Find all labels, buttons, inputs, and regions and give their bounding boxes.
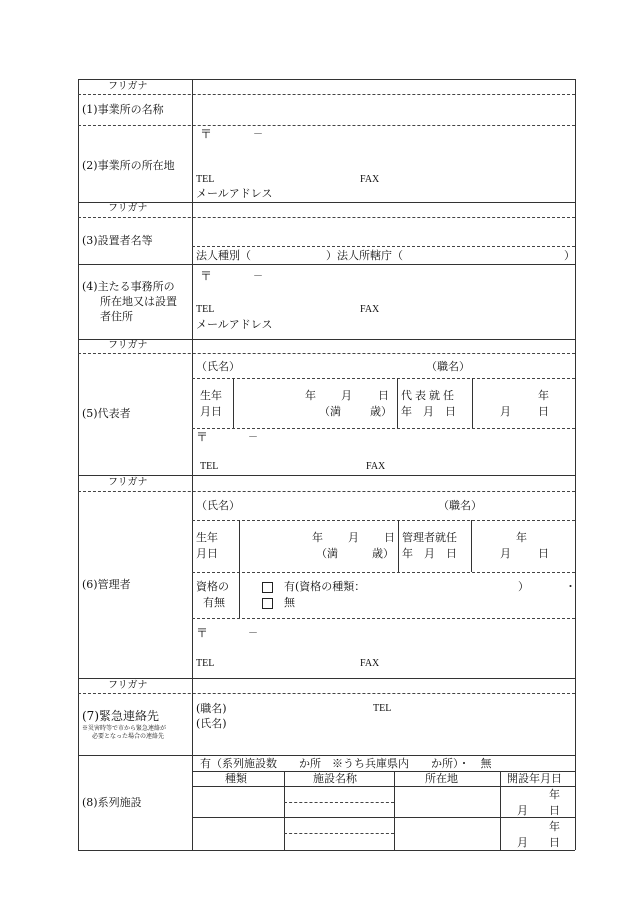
s8-col-loc: 所在地 [425,772,458,785]
s6-qual-close: ） [518,580,529,593]
s7-note-line2: 必要となった場合の連絡先 [92,733,165,740]
s2-fax: FAX [360,174,380,185]
furigana-7: フリガナ [108,680,148,691]
s2-email: メールアドレス [196,187,273,200]
s2-postal-mark: 〒 [200,127,213,141]
s2-postal-dash: － [253,129,263,140]
s6-appoint-month: 月 [500,547,511,560]
s6-birth-l2: 月日 [196,547,218,560]
s4-fax: FAX [360,304,380,315]
s5-month: 月 [341,389,352,402]
s5-appoint-day: 日 [538,405,549,418]
s7-note-line1: ※災害時等で市から緊急連絡が [82,725,167,732]
s4-postal-dash: － [253,271,263,282]
s5-full-open: （満 [319,405,341,418]
s6-qual-l1: 資格の [196,580,229,593]
s8-row2-month: 月 [517,836,528,849]
s6-appoint-year: 年 [516,531,527,544]
s3-corp-authority: ）法人所轄庁（ [326,249,403,262]
s6-qual-dot: ・ [565,580,576,593]
s6-qual-yes: 有(資格の種類： [284,580,366,593]
s4-label-line3: 者住所 [100,310,133,323]
s5-fax: FAX [366,461,386,472]
s6-appoint-day: 日 [538,547,549,560]
s5-appoint-l2: 年 月 日 [401,405,456,418]
s5-birth-l2: 月日 [200,405,222,418]
s6-year: 年 [312,531,323,544]
s1-label: (1)事業所の名称 [82,103,164,116]
s5-title: （職名） [426,360,470,373]
s7-title: (職名) [196,702,227,715]
s6-label: (6)管理者 [82,578,131,591]
s8-row2-day: 日 [549,836,560,849]
s3-label: (3)設置者名等 [82,234,153,247]
s8-row1-month: 月 [517,804,528,817]
s7-tel: TEL [373,703,392,714]
qual-no-checkbox[interactable] [262,598,273,609]
s8-row2-year: 年 [549,820,560,833]
s8-col-type: 種類 [225,772,247,785]
s5-appoint-month: 月 [500,405,511,418]
s6-birth-l1: 生年 [196,531,218,544]
s5-postal-dash: － [248,432,258,443]
s6-age-close: 歳） [372,547,394,560]
s6-postal-mark: 〒 [196,626,209,640]
s7-label: (7)緊急連絡先 [82,709,159,723]
furigana-6: フリガナ [108,477,148,488]
s5-day: 日 [378,389,389,402]
s5-label: (5)代表者 [82,407,131,420]
s5-birth-l1: 生年 [200,389,222,402]
furigana-3: フリガナ [108,203,148,214]
s8-col-name: 施設名称 [313,772,357,785]
s6-name: （氏名） [196,499,240,512]
s6-qual-no: 無 [284,596,295,609]
s5-age-close: 歳） [370,405,392,418]
furigana-5: フリガナ [108,340,148,351]
s4-label-line1: (4)主たる事務所の [82,280,175,293]
s5-year: 年 [305,389,316,402]
s8-row1-day: 日 [549,804,560,817]
s5-appoint-l1: 代表就任 [401,389,457,402]
s4-email: メールアドレス [196,318,273,331]
s5-name: （氏名） [196,360,240,373]
s2-label: (2)事業所の所在地 [82,159,175,172]
s8-col-date: 開設年月日 [507,772,562,785]
s6-tel: TEL [196,658,215,669]
s6-qual-l2: 有無 [203,596,225,609]
s7-name: (氏名) [196,717,227,730]
s6-title: （職名） [438,499,482,512]
s6-fax: FAX [360,658,380,669]
s6-postal-dash: － [248,628,258,639]
s6-day: 日 [384,531,395,544]
s3-end-paren: ） [564,249,575,262]
s6-full-open: （満 [316,547,338,560]
s8-row1-year: 年 [549,788,560,801]
s8-has-line: 有（系列施設数 か所 ※うち兵庫県内 か所）・ 無 [200,757,492,770]
s5-appoint-year: 年 [538,389,549,402]
s2-tel: TEL [196,174,215,185]
s6-appoint-l2: 年 月 日 [402,547,457,560]
s8-label: (8)系列施設 [82,796,142,809]
s5-postal-mark: 〒 [196,430,209,444]
furigana-1: フリガナ [108,81,148,92]
s6-month: 月 [348,531,359,544]
s5-tel: TEL [200,461,219,472]
s4-postal-mark: 〒 [200,269,213,283]
s3-corp-type: 法人種別（ [196,249,251,262]
s4-label-line2: 所在地又は設置 [100,295,177,308]
qual-yes-checkbox[interactable] [262,582,273,593]
s6-appoint-l1: 管理者就任 [402,531,457,544]
s4-tel: TEL [196,304,215,315]
